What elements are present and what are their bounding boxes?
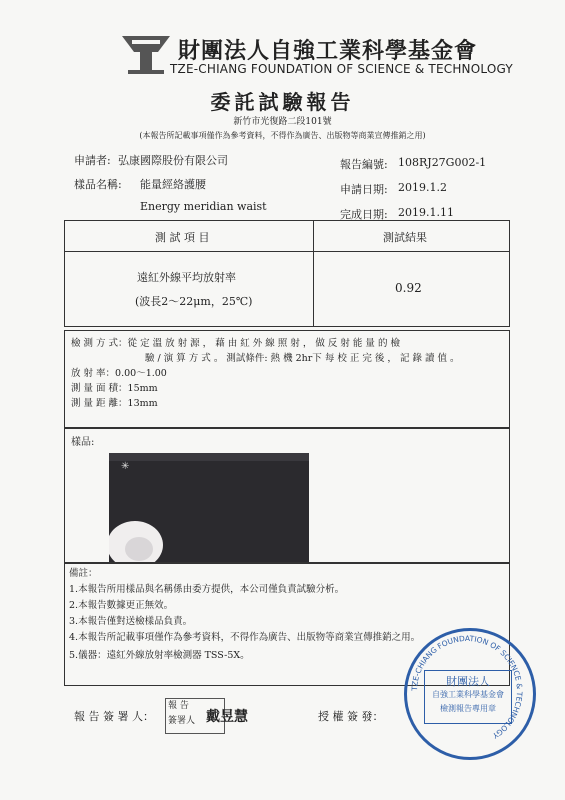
applicant-value: 弘康國際股份有限公司 xyxy=(118,154,228,167)
sample-name-label: 樣品名稱: xyxy=(74,178,122,191)
result-table xyxy=(64,220,510,327)
sample-label: 樣品: xyxy=(71,437,95,448)
remark-item: 3.本報告僅對送檢樣品負責。 xyxy=(69,616,193,627)
svg-text:✳: ✳ xyxy=(121,461,130,472)
sample-name-value: 能量經絡護腰 xyxy=(140,178,206,191)
report-title: 委託試驗報告 xyxy=(210,90,355,114)
seal-inner-box xyxy=(424,670,512,724)
sample-box xyxy=(64,428,510,564)
org-name-en: TZE-CHIANG FOUNDATION OF SCIENCE & TECHNOLOGY xyxy=(170,62,513,76)
remark-item: 4.本報告所記載事項僅作為參考資料，不得作為廣告、出版物等商業宣傳推銷之用。 xyxy=(69,632,421,643)
col-header-item: 測 試 項 目 xyxy=(155,231,210,244)
remark-item: 5.儀器：遠紅外線放射率檢測器 TSS-5X。 xyxy=(69,650,250,661)
report-no-value: 108RJ27G002-1 xyxy=(398,156,487,169)
col-header-result: 測試結果 xyxy=(383,231,427,244)
report-no-label: 報告編號: xyxy=(340,158,388,171)
stamp-text-1: 報 告 xyxy=(168,701,189,711)
seal-line1: 財團法人 xyxy=(446,675,490,688)
seal-line2: 自強工業科學基金會 xyxy=(432,690,504,699)
method-line1: 檢 測 方 式：從 定 溫 放 射 源 ， 藉 由 紅 外 線 照 射 ， 做 反 射 能 量 的 檢 xyxy=(71,338,400,349)
authorized-label: 授 權 簽 發： xyxy=(318,710,384,723)
complete-date-label: 完成日期: xyxy=(340,208,388,221)
apply-date-value: 2019.1.2 xyxy=(398,181,447,194)
measure-area: 測 量 面 積：15mm xyxy=(71,383,158,394)
method-box xyxy=(64,330,510,428)
sample-photo xyxy=(109,453,309,563)
test-result-value: 0.92 xyxy=(395,281,422,295)
test-item-condition: (波長2～22μm，25℃) xyxy=(135,295,253,308)
method-line2: 驗 / 演 算 方 式 。 測試條件: 熱 機 2hr下 每 校 正 完 後 ， 記 錄 讀 值 。 xyxy=(145,353,460,364)
signer-label: 報 告 簽 署 人： xyxy=(74,710,154,723)
remark-item: 1.本報告所用樣品與名稱係由委方提供，本公司僅負責試驗分析。 xyxy=(69,584,345,595)
sample-name-en: Energy meridian waist xyxy=(140,200,267,213)
emissivity-range: 放 射 率：0.00～1.00 xyxy=(71,368,167,379)
usage-note: (本報告所記載事項僅作為參考資料，不得作為廣告、出版物等商業宣傳推銷之用) xyxy=(139,131,426,140)
stamp-text-2: 簽署人 xyxy=(168,716,196,726)
foundation-logo-icon xyxy=(118,30,174,76)
remarks-title: 備註： xyxy=(69,568,98,579)
complete-date-value: 2019.1.11 xyxy=(398,206,454,219)
signer-name: 戴昱慧 xyxy=(206,709,248,725)
seal-line3: 檢測報告專用章 xyxy=(440,704,496,713)
measure-distance: 測 量 距 離：13mm xyxy=(71,398,158,409)
applicant-label: 申請者: xyxy=(74,154,111,167)
svg-text:TZE-CHIANG FOUNDATION OF SCIEN: TZE-CHIANG FOUNDATION OF SCIENCE & TECHNOLOGY xyxy=(409,633,525,741)
test-item-name: 遠紅外線平均放射率 xyxy=(137,271,236,284)
org-address: 新竹市光復路二段101號 xyxy=(233,117,332,127)
apply-date-label: 申請日期: xyxy=(340,183,388,196)
org-name-cn: 財團法人自強工業科學基金會 xyxy=(178,39,478,64)
remark-item: 2.本報告數據更正無效。 xyxy=(69,600,174,611)
